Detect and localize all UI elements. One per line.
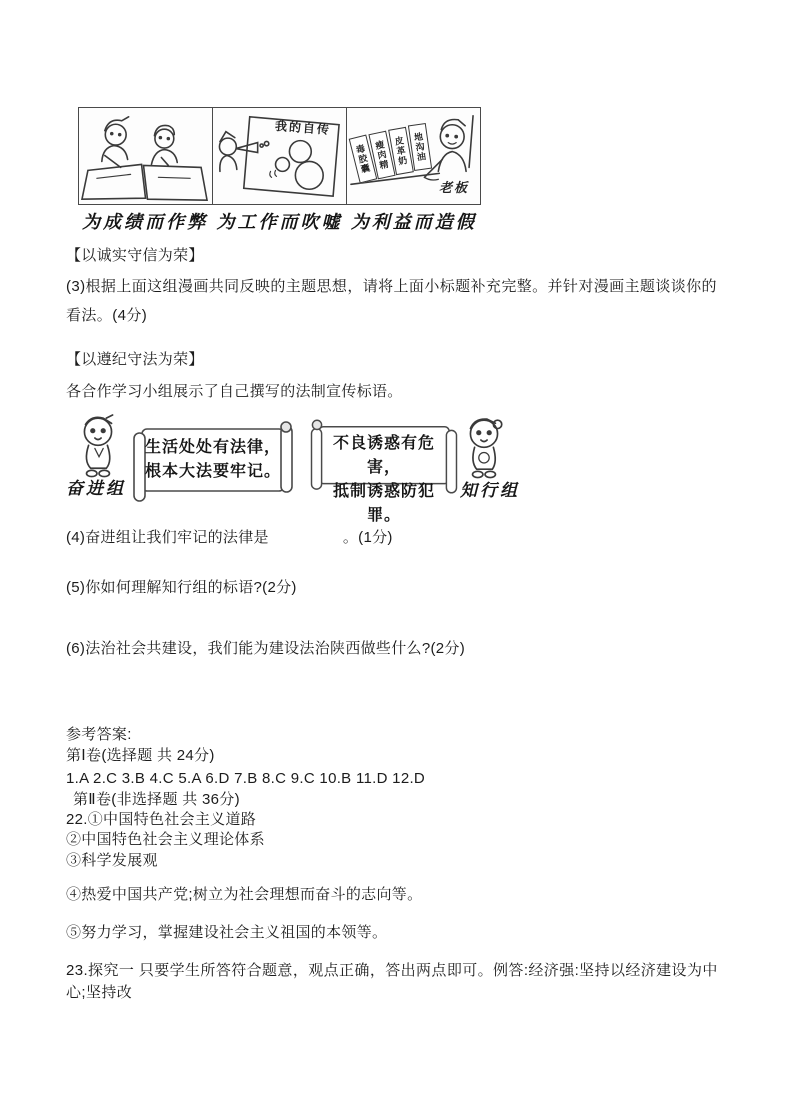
answer-22-item5: ⑤努力学习，掌握建设社会主义祖国的本领等。: [66, 924, 388, 941]
comic-panel-faking: [346, 108, 480, 204]
girl-cartoon-drawing: [460, 416, 508, 481]
boss-label: 老板: [439, 180, 470, 195]
scroll-left-text: [140, 436, 286, 484]
question-3: (3)根据上面这组漫画共同反映的主题思想，请将上面小标题补充完整。并针对漫画主题谈谈你的看法。(4分): [66, 278, 717, 324]
scroll-banner-right: [306, 416, 462, 524]
caption-bragging: 为工作而吹嘘: [216, 212, 343, 232]
scroll-left-line2: 根本大法要牢记。: [144, 463, 281, 480]
comic-panel-bragging: [212, 108, 346, 204]
caption-cheating: 为成绩而作弊: [82, 212, 209, 232]
slogan-banner-image: [66, 406, 528, 524]
product-box-toxic-capsule: 毒胶囊: [349, 135, 378, 184]
answers-title: 参考答案:: [66, 726, 132, 743]
answer-22-item1: 22.①中国特色社会主义道路: [66, 811, 257, 828]
right-kid-mascot: [460, 416, 508, 476]
boy-cartoon-drawing: [74, 414, 122, 479]
question-4: [66, 528, 393, 547]
scroll-right-line1: 不良诱惑有危害，: [332, 435, 435, 476]
left-kid-mascot: [74, 414, 122, 474]
question-5: (5)你如何理解知行组的标语?(2分): [66, 579, 297, 596]
question-4-suffix: 。(1分): [342, 529, 393, 546]
scroll-banner-left: [128, 420, 298, 504]
comic-captions: [78, 205, 481, 237]
scroll-right-line2: 抵制诱惑防犯罪。: [332, 483, 435, 524]
answer-23: 23.探究一 只要学生所答符合题意，观点正确，答出两点即可。例答:经济强:坚持以经济建设为中心;坚持改: [66, 962, 718, 1001]
right-group-label: 知行组: [460, 481, 520, 500]
answers-multiple-choice: 1.A 2.C 3.B 4.C 5.A 6.D 7.B 8.C 9.C 10.B 11.D 12.D: [66, 770, 426, 787]
answer-22-item2: ②中国特色社会主义理论体系: [66, 831, 265, 848]
question-6: (6)法治社会共建设，我们能为建设法治陕西做些什么?(2分): [66, 640, 466, 657]
caption-faking: 为利益而造假: [350, 212, 477, 232]
comic-strip-image: [78, 107, 481, 237]
scroll-left-line1: 生活处处有法律，: [144, 439, 281, 456]
comic-panel-cheating: [79, 108, 212, 204]
answer-22-item3: ③科学发展观: [66, 852, 158, 869]
answer-22-item4: ④热爱中国共产党;树立为社会理想而奋斗的志向等。: [66, 886, 423, 903]
answers-part2-header: 第Ⅱ卷(非选择题 共 36分): [73, 791, 240, 808]
answers-part1-header: 第Ⅰ卷(选择题 共 24分): [66, 747, 215, 764]
product-box-gutter-oil: 地沟油: [408, 123, 432, 171]
question-4-prefix: (4)奋进组让我们牢记的法律是: [66, 529, 269, 546]
autobiography-board-title: 我的自传: [274, 119, 332, 137]
product-box-leather-milk: 皮革奶: [388, 127, 414, 175]
product-box-lean-meat-powder: 瘦肉精: [368, 131, 395, 180]
comic-panels: [78, 107, 481, 205]
law-intro: 各合作学习小组展示了自己撰写的法制宣传标语。: [66, 383, 403, 400]
left-group-label: 奋进组: [66, 479, 126, 498]
law-heading: 【以遵纪守法为荣】: [66, 351, 204, 368]
honesty-heading: 【以诚实守信为荣】: [66, 247, 204, 264]
cheating-students-drawing: [79, 108, 212, 204]
scroll-right-text: [318, 432, 450, 528]
